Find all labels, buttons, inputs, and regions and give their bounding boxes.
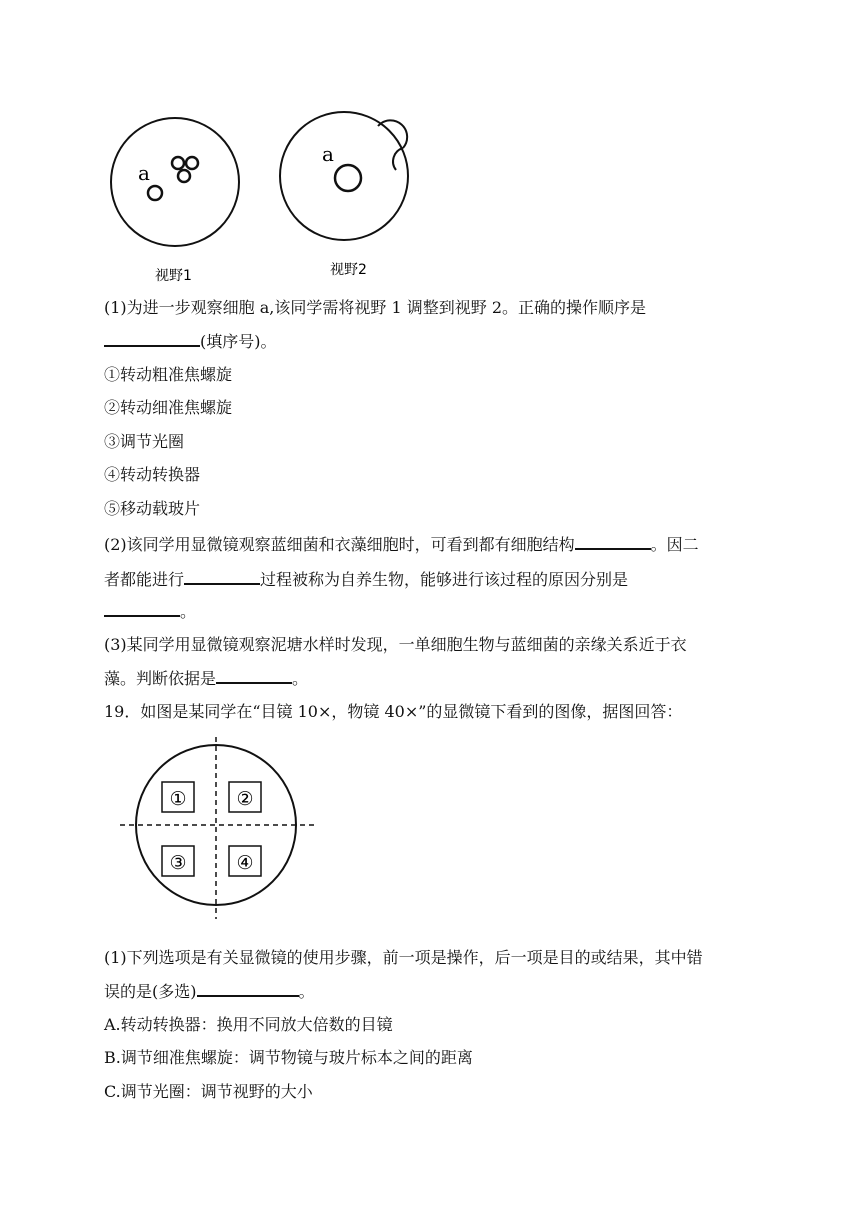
- quadrant-box-3: [162, 846, 194, 876]
- field-of-view-2: [280, 112, 408, 278]
- q19-option-c: C.调节光圈：调节视野的大小: [104, 1082, 313, 1101]
- q18-part2-line1: (2)该同学用显微镜观察蓝细菌和衣藻细胞时，可看到都有细胞结构 。因二: [104, 535, 699, 554]
- answer-blank-q18-1[interactable]: [104, 331, 200, 347]
- q18-option-3: ③调节光圈: [104, 432, 185, 451]
- cell-a-label-1: a: [138, 161, 150, 185]
- q18-part1-line2: [104, 331, 277, 352]
- svg-text:④: ④: [236, 852, 254, 874]
- q18-part3-line2: 藻。判断依据是 。: [104, 669, 309, 688]
- answer-blank-q18-3[interactable]: [216, 668, 292, 684]
- cell-small-2: [186, 157, 198, 169]
- cell-a-2: [335, 165, 361, 191]
- q19-option-b: B.调节细准焦螺旋：调节物镜与玻片标本之间的距离: [104, 1048, 473, 1067]
- quadrant-box-4: [229, 846, 261, 876]
- field-2-caption: 视野2: [330, 262, 367, 278]
- q18-part2-line2: 者都能进行 过程被称为自养生物，能够进行该过程的原因分别是: [104, 570, 629, 589]
- field-1-caption: 视野1: [155, 268, 192, 284]
- q19-option-a: A.转动转换器：换用不同放大倍数的目镜: [104, 1015, 393, 1034]
- answer-blank-q18-2a[interactable]: [575, 534, 651, 550]
- quadrant-box-2: [229, 782, 261, 812]
- field-quadrant-figure: [118, 735, 318, 921]
- q19-part1-line2: 误的是(多选) 。: [104, 982, 315, 1001]
- answer-blank-q18-2b[interactable]: [184, 569, 260, 585]
- q19-stem: 19．如图是某同学在“目镜 10×，物镜 40×”的显微镜下看到的图像，据图回答：: [104, 702, 683, 721]
- field-of-view-1: [111, 118, 239, 284]
- q18-part3-line1: (3)某同学用显微镜观察泥塘水样时发现，一单细胞生物与蓝细菌的亲缘关系近于衣: [104, 635, 687, 654]
- fields-of-view-figure: [100, 110, 420, 290]
- q18-part2-line3: 。: [104, 601, 196, 622]
- cell-a-label-2: a: [322, 142, 334, 166]
- q19-part1-line1: (1)下列选项是有关显微镜的使用步骤，前一项是操作，后一项是目的或结果，其中错: [104, 948, 703, 967]
- cell-a-1: [148, 186, 162, 200]
- cell-edge-fragment-2: [393, 148, 403, 170]
- q18-option-1: ①转动粗准焦螺旋: [104, 365, 233, 384]
- svg-text:①: ①: [169, 788, 187, 810]
- q18-option-2: ②转动细准焦螺旋: [104, 398, 233, 417]
- svg-text:③: ③: [169, 852, 187, 874]
- answer-blank-q19-1[interactable]: [197, 981, 299, 997]
- svg-text:②: ②: [236, 788, 254, 810]
- cell-small-3: [178, 170, 190, 182]
- q18-option-4: ④转动转换器: [104, 465, 201, 484]
- q18-part1-line1: (1)为进一步观察细胞 a,该同学需将视野 1 调整到视野 2。正确的操作顺序是: [104, 298, 646, 317]
- q18-option-5: ⑤移动载玻片: [104, 499, 201, 518]
- quadrant-box-1: [162, 782, 194, 812]
- q18-part1-fill-hint: (填序号)。: [200, 332, 277, 351]
- answer-blank-q18-2c[interactable]: [104, 601, 180, 617]
- cell-small-1: [172, 157, 184, 169]
